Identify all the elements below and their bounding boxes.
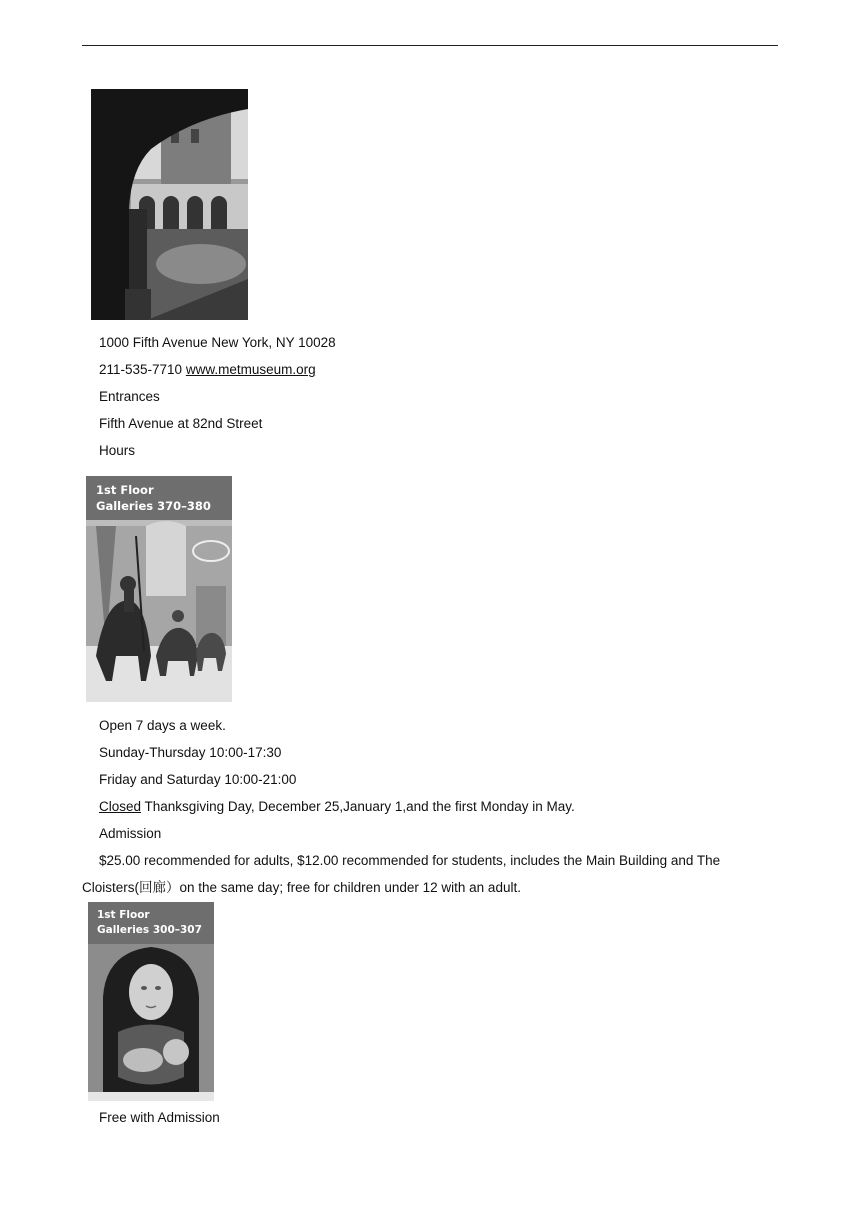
- madonna-sculpture-photo: [88, 902, 214, 1101]
- cloister-photo: [91, 89, 248, 320]
- hours-closed: [99, 798, 575, 816]
- address: 1000 Fifth Avenue New York, NY 10028: [99, 335, 336, 350]
- hours-heading: Hours: [99, 443, 136, 458]
- admission-heading: Admission: [99, 826, 162, 841]
- gallery-caption-2-floor: 1st Floor: [97, 909, 150, 921]
- admission-line-2: Cloisters(回廊）on the same day; free for children under 12 with an adult.: [82, 880, 521, 895]
- gallery-caption-1: [86, 476, 232, 520]
- hours-weekday: Sunday-Thursday 10:00-17:30: [99, 745, 282, 760]
- admission-line-1: $25.00 recommended for adults, $12.00 recommended for students, includes the Main Building and The: [99, 853, 721, 868]
- phone-number: 211-535-7710: [99, 362, 183, 377]
- website-link[interactable]: www.metmuseum.org: [185, 362, 316, 377]
- gallery-caption-2-galleries: Galleries 300–307: [97, 924, 202, 936]
- hours-weekend: Friday and Saturday 10:00-21:00: [99, 772, 297, 787]
- top-rule: [82, 45, 778, 46]
- hours-open: Open 7 days a week.: [99, 718, 226, 733]
- contact-line: [99, 361, 316, 379]
- entrances-text: Fifth Avenue at 82nd Street: [99, 416, 263, 431]
- gallery-caption-2: [88, 902, 214, 944]
- free-with-admission: Free with Admission: [99, 1110, 220, 1125]
- gallery-caption-1-floor: 1st Floor: [96, 483, 154, 497]
- entrances-heading: Entrances: [99, 389, 160, 404]
- armor-gallery-photo: [86, 476, 232, 702]
- gallery-caption-1-galleries: Galleries 370–380: [96, 499, 211, 513]
- closed-label: Closed: [99, 799, 142, 814]
- closed-text: Thanksgiving Day, December 25,January 1,and the first Monday in May.: [141, 799, 575, 814]
